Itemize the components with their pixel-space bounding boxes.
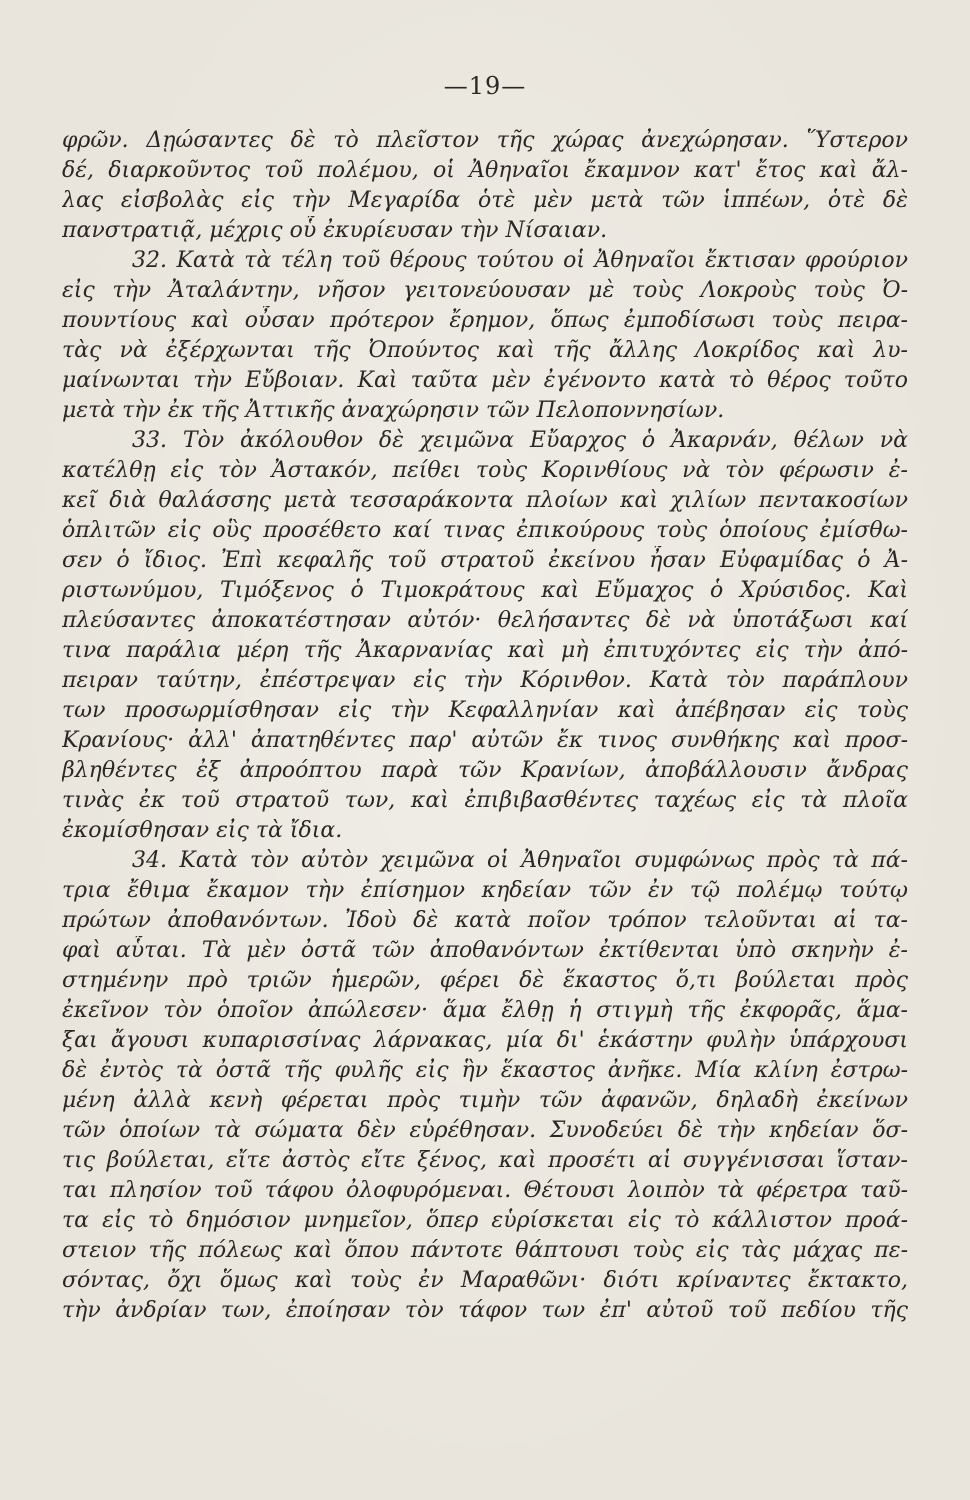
body-text: [62, 126, 908, 1326]
text-line: δὲ ἐντὸς τὰ ὀστᾶ τῆς φυλῆς εἰς ἣν ἕκαστος ἀνῆκε. Μία κλίνη ἐστρω-: [62, 1058, 908, 1083]
text-line: εἰς τὴν Ἀταλάντην, νῆσον γειτονεύουσαν μὲ τοὺς Λοκροὺς τοὺς Ὀ-: [62, 278, 908, 303]
text-line: ξαι ἄγουσι κυπαρισσίνας λάρνακας, μία δι' ἑκάστην φυλὴν ὑπάρχουσι: [62, 1028, 908, 1053]
text-line: Κρανίους· ἀλλ' ἀπατηθέντες παρ' αὐτῶν ἔκ τινος συνθήκης καὶ προσ-: [62, 728, 908, 753]
text-line: σεν ὁ ἴδιος. Ἐπὶ κεφαλῆς τοῦ στρατοῦ ἐκείνου ἦσαν Εὐφαμίδας ὁ Ἀ-: [62, 548, 908, 573]
text-line: τα εἰς τὸ δημόσιον μνημεῖον, ὅπερ εὑρίσκεται εἰς τὸ κάλλιστον προά-: [62, 1208, 908, 1233]
text-line: πανστρατιᾷ, μέχρις οὗ ἐκυρίευσαν τὴν Νίσαιαν.: [62, 218, 608, 243]
text-line: ἐκεῖνον τὸν ὁποῖον ἀπώλεσεν· ἅμα ἔλθῃ ἡ στιγμὴ τῆς ἐκφορᾶς, ἅμα-: [62, 998, 908, 1023]
text-line: μαίνωνται τὴν Εὔβοιαν. Καὶ ταῦτα μὲν ἐγένοντο κατὰ τὸ θέρος τοῦτο: [62, 368, 908, 393]
text-line: ριστωνύμου, Τιμόξενος ὁ Τιμοκράτους καὶ Εὔμαχος ὁ Χρύσιδος. Καὶ: [62, 578, 908, 603]
text-line: ἐκομίσθησαν εἰς τὰ ἴδια.: [62, 818, 343, 843]
text-line: φαὶ αὗται. Τὰ μὲν ὀστᾶ τῶν ἀποθανόντων ἐκτίθενται ὑπὸ σκηνὴν ἐ-: [62, 938, 908, 963]
text-line: πειραν ταύτην, ἐπέστρεψαν εἰς τὴν Κόρινθον. Κατὰ τὸν παράπλουν: [62, 668, 908, 693]
text-line: δέ, διαρκοῦντος τοῦ πολέμου, οἱ Ἀθηναῖοι ἔκαμνον κατ' ἔτος καὶ ἄλ-: [62, 158, 908, 183]
text-line: βληθέντες ἐξ ἀπροόπτου παρὰ τῶν Κρανίων, ἀποβάλλουσιν ἄνδρας: [62, 758, 908, 783]
text-line: 34. Κατὰ τὸν αὐτὸν χειμῶνα οἱ Ἀθηναῖοι συμφώνως πρὸς τὰ πά-: [132, 848, 908, 873]
text-line: τὰς νὰ ἐξέρχωνται τῆς Ὀπούντος καὶ τῆς ἄλλης Λοκρίδος καὶ λυ-: [62, 338, 908, 363]
text-line: πλεύσαντες ἀποκατέστησαν αὐτόν· θελήσαντες δὲ νὰ ὑποτάξωσι καί: [62, 608, 908, 633]
text-line: τινα παράλια μέρη τῆς Ἀκαρνανίας καὶ μὴ ἐπιτυχόντες εἰς τὴν ἀπό-: [62, 638, 908, 663]
text-line: 32. Κατὰ τὰ τέλη τοῦ θέρους τούτου οἱ Ἀθηναῖοι ἔκτισαν φρούριον: [132, 248, 908, 273]
text-line: πρώτων ἀποθανόντων. Ἰδοὺ δὲ κατὰ ποῖον τρόπον τελοῦνται αἱ τα-: [62, 908, 908, 933]
text-line: τῶν ὁποίων τὰ σώματα δὲν εὑρέθησαν. Συνοδεύει δὲ τὴν κηδείαν ὅσ-: [62, 1118, 908, 1143]
text-line: τις βούλεται, εἴτε ἀστὸς εἴτε ξένος, καὶ προσέτι αἱ συγγένισσαι ἵσταν-: [62, 1148, 908, 1173]
text-line: μετὰ τὴν ἐκ τῆς Ἀττικῆς ἀναχώρησιν τῶν Πελοποννησίων.: [62, 398, 725, 423]
text-line: τινὰς ἐκ τοῦ στρατοῦ των, καὶ ἐπιβιβασθέντες ταχέως εἰς τὰ πλοῖα: [62, 788, 908, 813]
text-line: στημένην πρὸ τριῶν ἡμερῶν, φέρει δὲ ἕκαστος ὅ,τι βούλεται πρὸς: [62, 968, 908, 993]
text-line: σόντας, ὄχι ὅμως καὶ τοὺς ἐν Μαραθῶνι· διότι κρίναντες ἔκτακτο,: [62, 1268, 908, 1293]
text-line: λας εἰσβολὰς εἰς τὴν Μεγαρίδα ὁτὲ μὲν μετὰ τῶν ἱππέων, ὁτὲ δὲ: [62, 188, 908, 213]
text-line: πουντίους καὶ οὖσαν πρότερον ἔρημον, ὅπως ἐμποδίσωσι τοὺς πειρα-: [62, 308, 908, 333]
text-line: τρια ἔθιμα ἔκαμον τὴν ἐπίσημον κηδείαν τῶν ἐν τῷ πολέμῳ τούτῳ: [62, 878, 908, 903]
page-number: —19—: [443, 72, 527, 100]
text-line: τὴν ἀνδρίαν των, ἐποίησαν τὸν τάφον των ἐπ' αὐτοῦ τοῦ πεδίου τῆς: [62, 1298, 908, 1323]
text-line: 33. Τὸν ἀκόλουθον δὲ χειμῶνα Εὔαρχος ὁ Ἀκαρνάν, θέλων νὰ: [132, 428, 908, 453]
text-line: των προσωρμίσθησαν εἰς τὴν Κεφαλληνίαν καὶ ἀπέβησαν εἰς τοὺς: [62, 698, 908, 723]
text-line: κεῖ διὰ θαλάσσης μετὰ τεσσαράκοντα πλοίων καὶ χιλίων πεντακοσίων: [62, 488, 908, 513]
text-line: φρῶν. Δῃώσαντες δὲ τὸ πλεῖστον τῆς χώρας ἀνεχώρησαν. Ὕστερον: [62, 128, 908, 153]
text-line: μένη ἀλλὰ κενὴ φέρεται πρὸς τιμὴν τῶν ἀφανῶν, δηλαδὴ ἐκείνων: [62, 1088, 908, 1113]
text-line: ὁπλιτῶν εἰς οὓς προσέθετο καί τινας ἐπικούρους τοὺς ὁποίους ἐμίσθω-: [62, 518, 908, 543]
text-line: κατέλθῃ εἰς τὸν Ἀστακόν, πείθει τοὺς Κορινθίους νὰ τὸν φέρωσιν ἐ-: [62, 458, 908, 483]
text-line: ται πλησίον τοῦ τάφου ὀλοφυρόμεναι. Θέτουσι λοιπὸν τὰ φέρετρα ταῦ-: [62, 1178, 908, 1203]
text-line: στειον τῆς πόλεως καὶ ὅπου πάντοτε θάπτουσι τοὺς εἰς τὰς μάχας πε-: [62, 1238, 908, 1263]
